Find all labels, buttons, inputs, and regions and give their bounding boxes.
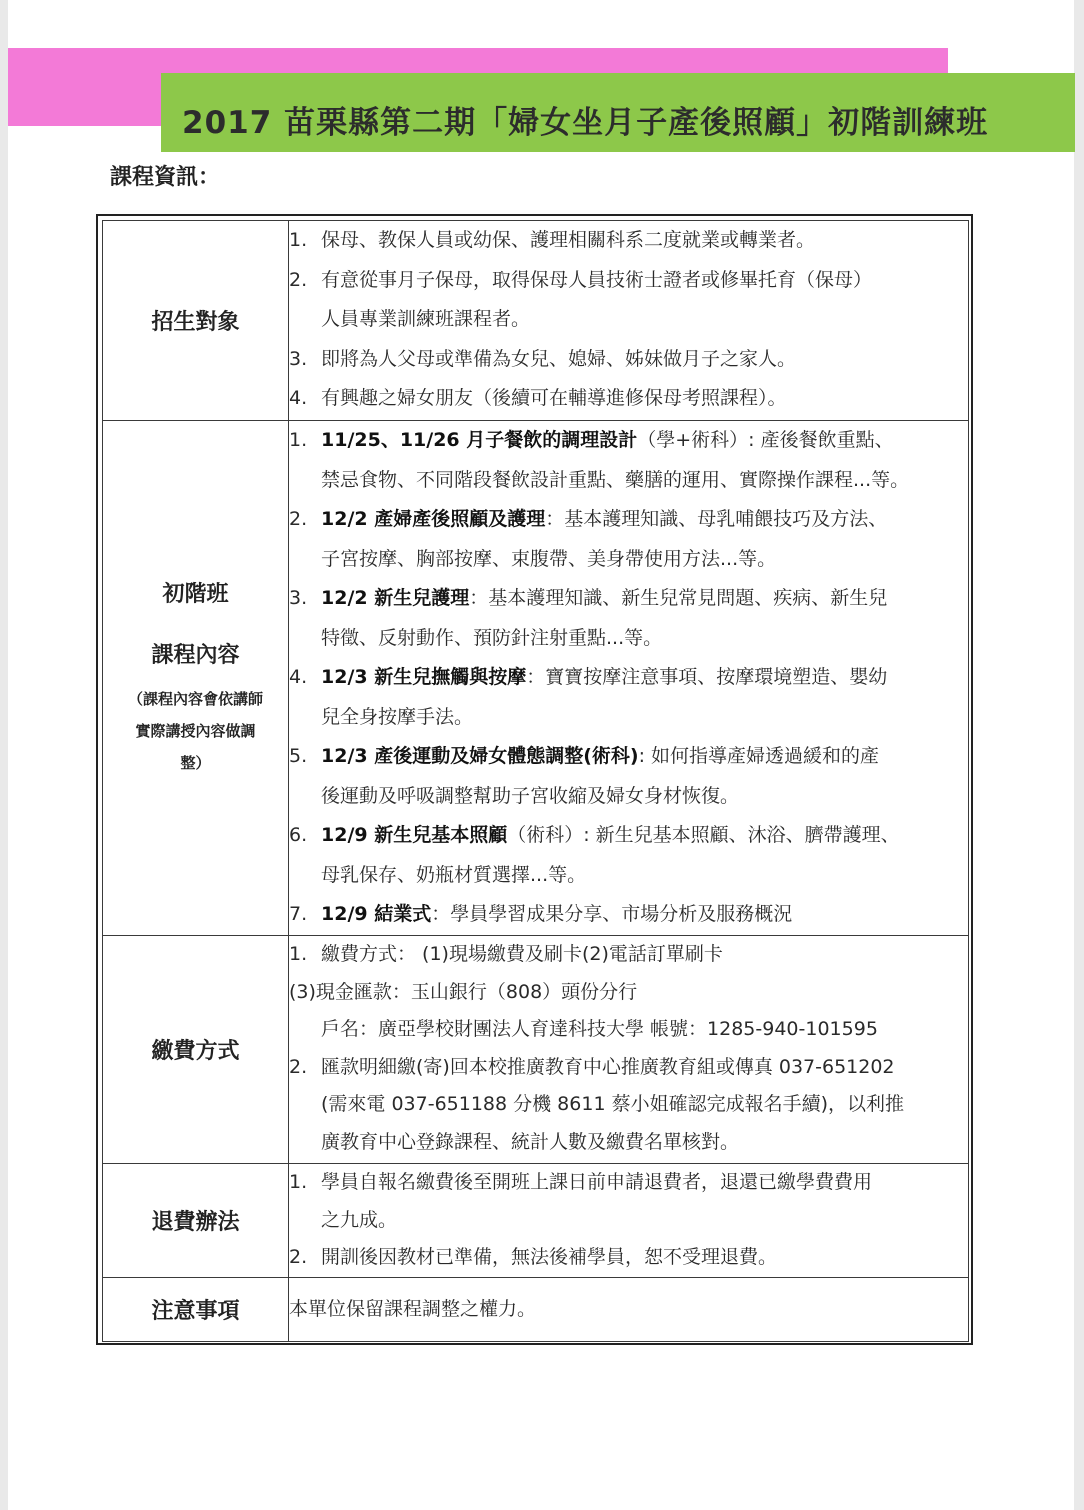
list-item: 2. 12/2 產婦產後照顧及護理：基本護理知識、母乳哺餵技巧及方法、 <box>289 508 888 530</box>
list-item: 1. 繳費方式： (1)現場繳費及刷卡(2)電話訂單刷卡 <box>289 943 723 965</box>
list-item-continuation: 廣教育中心登錄課程、統計人數及繳費名單核對。 <box>321 1130 740 1153</box>
label-target: 招生對象 <box>103 221 289 421</box>
list-item-continuation: 特徵、反射動作、預防針注射重點...等。 <box>321 626 663 649</box>
target-content <box>289 221 969 421</box>
list-item-continuation: (3)現金匯款：玉山銀行（808）頭份分行 <box>289 980 638 1003</box>
list-item: 3. 12/2 新生兒護理：基本護理知識、新生兒常見問題、疾病、新生兒 <box>289 587 888 609</box>
notice-text: 本單位保留課程調整之權力。 <box>289 1297 537 1320</box>
list-item: 2. 有意從事月子保母，取得保母人員技術士證者或修畢托育（保母） <box>289 268 873 291</box>
payment-content <box>289 936 969 1164</box>
table-row-notice <box>103 1278 969 1342</box>
course-info-table <box>102 220 969 1342</box>
list-item: 4. 12/3 新生兒撫觸與按摩：寶寶按摩注意事項、按摩環境塑造、嬰幼 <box>289 666 888 688</box>
label-course: 初階班 課程內容 （課程內容會依講師 實際講授內容做調 整） <box>103 421 289 936</box>
label-payment: 繳費方式 <box>103 936 289 1164</box>
label-refund: 退費辦法 <box>103 1164 289 1278</box>
list-item: 2. 開訓後因教材已準備，無法後補學員，恕不受理退費。 <box>289 1246 778 1269</box>
table-row-refund <box>103 1164 969 1278</box>
course-content <box>289 421 969 936</box>
section-heading: 課程資訊： <box>110 165 221 190</box>
list-item-continuation: 母乳保存、奶瓶材質選擇...等。 <box>321 863 587 886</box>
list-item-continuation: 之九成。 <box>321 1208 398 1231</box>
list-item-continuation: 子宮按摩、胸部按摩、束腹帶、美身帶使用方法...等。 <box>321 547 777 570</box>
label-notice: 注意事項 <box>103 1278 289 1342</box>
list-item: 1. 11/25、11/26 月子餐飲的調理設計（學+術科）: 產後餐飲重點、 <box>289 429 894 451</box>
list-item: 5. 12/3 產後運動及婦女體態調整(術科): 如何指導產婦透過緩和的產 <box>289 745 880 767</box>
page-title: 2017 苗栗縣第二期「婦女坐月子產後照顧」初階訓練班 <box>182 105 989 141</box>
list-item-continuation: 兒全身按摩手法。 <box>321 705 474 728</box>
list-item: 6. 12/9 新生兒基本照顧（術科）: 新生兒基本照顧、沐浴、臍帶護理、 <box>289 824 900 846</box>
list-item: 3. 即將為人父母或準備為女兒、媳婦、姊妹做月子之家人。 <box>289 347 797 370</box>
table-row-course <box>103 421 969 936</box>
list-item: 1. 學員自報名繳費後至開班上課日前申請退費者，退還已繳學費費用 <box>289 1171 873 1193</box>
list-item: 7. 12/9 結業式：學員學習成果分享、市場分析及服務概況 <box>289 903 793 925</box>
list-item: 4. 有興趣之婦女朋友（後續可在輔導進修保母考照課程）。 <box>289 387 787 409</box>
list-item: 1. 保母、教保人員或幼保、護理相關科系二度就業或轉業者。 <box>289 229 816 251</box>
course-note: （課程內容會依講師 實際講授內容做調 整） <box>127 690 263 772</box>
list-item-continuation: 戶名：廣亞學校財團法人育達科技大學 帳號：1285-940-101595 <box>321 1018 878 1041</box>
list-item-continuation: 人員專業訓練班課程者。 <box>321 308 531 330</box>
list-item-continuation: 禁忌食物、不同階段餐飲設計重點、藥膳的運用、實際操作課程...等。 <box>321 468 910 491</box>
table-row-target <box>103 221 969 421</box>
list-item-continuation: (需來電 037-651188 分機 8611 蔡小姐確認完成報名手續)，以利推 <box>321 1093 904 1116</box>
table-row-payment <box>103 936 969 1164</box>
notice-content <box>289 1278 969 1342</box>
list-item: 2. 匯款明細繳(寄)回本校推廣教育中心推廣教育組或傳真 037-651202 <box>289 1055 895 1078</box>
list-item-continuation: 後運動及呼吸調整幫助子宮收縮及婦女身材恢復。 <box>321 784 740 807</box>
refund-content <box>289 1164 969 1278</box>
